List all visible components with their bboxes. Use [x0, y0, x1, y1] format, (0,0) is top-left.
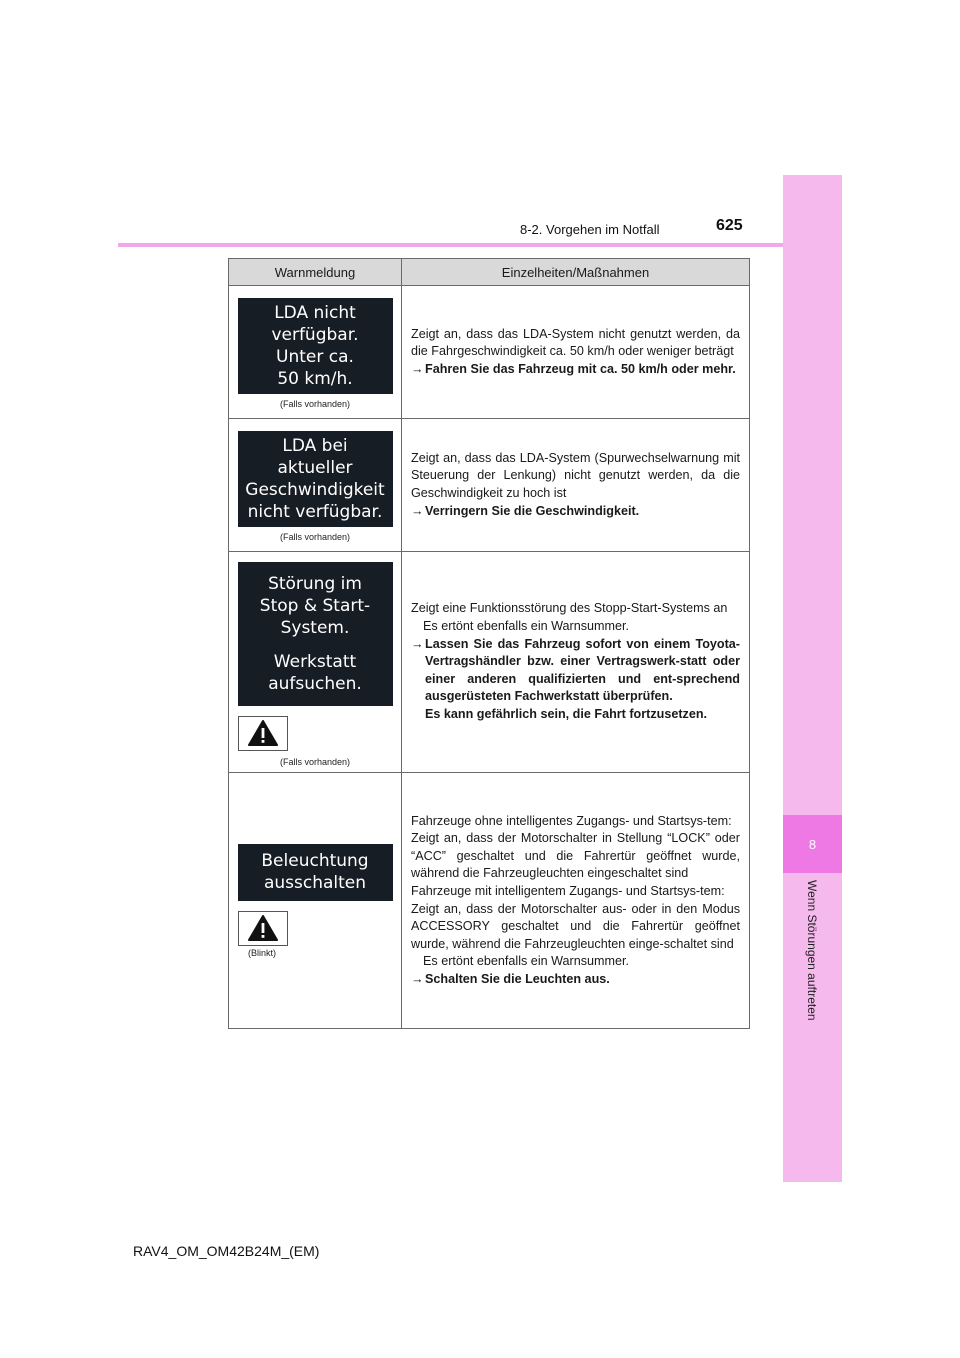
table-header-row — [229, 259, 750, 286]
warning-table — [228, 258, 750, 1029]
details-cell — [402, 773, 750, 1029]
table-row — [229, 286, 750, 419]
document-code: RAV4_OM_OM42B24M_(EM) — [133, 1243, 320, 1259]
warning-image-cell — [229, 773, 402, 1029]
buzzer-note: Es ertönt ebenfalls ein Warnsummer. — [423, 619, 630, 634]
description: Zeigt an, dass der Motorschalter aus- oder in den Modus ACCESSORY geschaltet und die Fahrertür geöffnet wurde, während die Fahrzeugleuchten einge-schaltet sind — [411, 901, 740, 951]
details-cell — [402, 419, 750, 552]
stop-start-display: Störung im Stop & Start- System. Werkstatt aufsuchen. — [238, 562, 393, 706]
action-item: → Fahren Sie das Fahrzeug mit ca. 50 km/h oder mehr. — [411, 361, 740, 379]
details-cell — [402, 286, 750, 419]
lights-off-display: Beleuchtung ausschalten — [238, 844, 393, 901]
buzzer-note: Es ertönt ebenfalls ein Warnsummer. — [423, 954, 630, 969]
availability-note: (Falls vorhanden) — [279, 531, 351, 542]
lda-speed-display: LDA bei aktueller Geschwindigkeit nicht verfügbar. — [238, 431, 393, 527]
blink-note: (Blinkt) — [248, 947, 277, 958]
description: Zeigt an, dass das LDA-System (Spurwechselwarnung mit Steuerung der Lenkung) nicht genutzt werden, da die Geschwindigkeit zu hoch ist — [411, 450, 740, 500]
col-header-warning: Warnmeldung — [229, 259, 402, 286]
warning-image-cell — [229, 286, 402, 419]
arrow-icon: → — [411, 361, 424, 376]
warning-triangle-icon — [238, 716, 288, 751]
action-item: → Schalten Sie die Leuchten aus. — [411, 971, 740, 989]
description: Zeigt an, dass der Motorschalter in Stellung “LOCK” oder “ACC” geschaltet und die Fahrertür geöffnet wurde, während die Fahrzeugleuchten eingeschaltet sind — [411, 831, 740, 881]
action-item: → Verringern Sie die Geschwindigkeit. — [411, 503, 740, 521]
chapter-title: Wenn Störungen auftreten — [805, 880, 819, 1021]
table-row — [229, 419, 750, 552]
availability-note: (Falls vorhanden) — [279, 398, 351, 409]
warning-triangle-icon — [238, 911, 288, 946]
warning-image-cell — [229, 419, 402, 552]
description: Zeigt eine Funktionsstörung des Stopp-Start-Systems an — [411, 601, 728, 616]
action-item: → Lassen Sie das Fahrzeug sofort von einem Toyota-Vertragshändler bzw. einer Vertragswerk-statt oder einer anderen qualifizierten und ent-sprechend ausgerüsteten Fachwerkstatt überprüfen. Es kann gefährlich sein, die Fahrt fortzusetzen. — [411, 636, 740, 724]
description-with-smart-key: Fahrzeuge mit intelligentem Zugangs- und Startsys-tem: — [411, 883, 725, 898]
arrow-icon: → — [411, 503, 424, 518]
warning-image-cell — [229, 552, 402, 773]
lda-unavailable-display: LDA nicht verfügbar. Unter ca. 50 km/h. — [238, 298, 393, 394]
header-rule — [118, 243, 783, 247]
details-cell — [402, 552, 750, 773]
table-row — [229, 552, 750, 773]
page-number: 625 — [716, 217, 743, 234]
availability-note: (Falls vorhanden) — [279, 756, 351, 767]
section-title: 8-2. Vorgehen im Notfall — [520, 222, 660, 237]
chapter-number: 8 — [783, 815, 842, 873]
description: Zeigt an, dass das LDA-System nicht genutzt werden, da die Fahrgeschwindigkeit ca. 50 km/h oder weniger beträgt — [411, 326, 740, 359]
table-row — [229, 773, 750, 1029]
description-without-smart-key: Fahrzeuge ohne intelligentes Zugangs- und Startsys-tem: — [411, 813, 732, 828]
col-header-details: Einzelheiten/Maßnahmen — [402, 259, 750, 286]
arrow-icon: → — [411, 971, 424, 986]
arrow-icon: → — [411, 636, 424, 651]
